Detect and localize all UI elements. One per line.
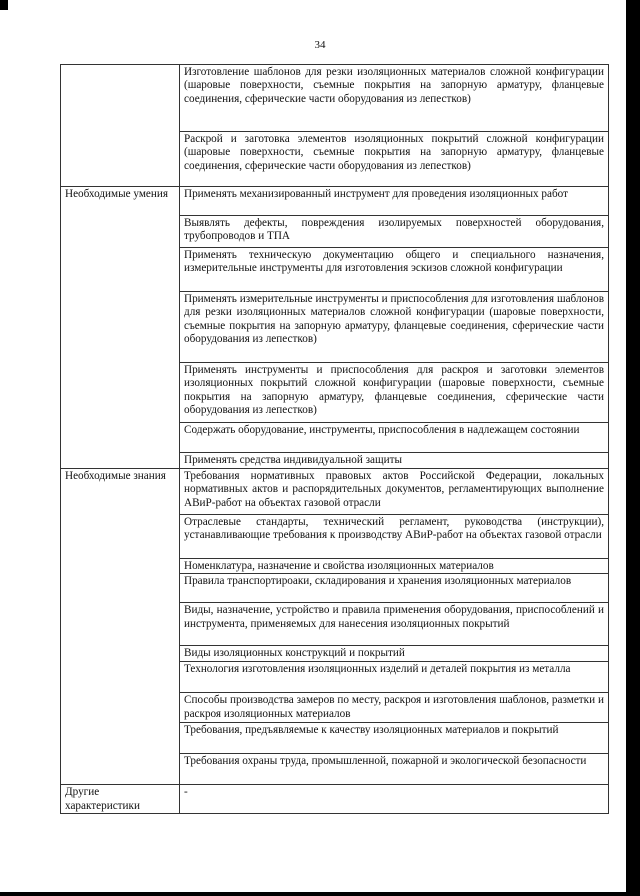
section-item: Виды, назначение, устройство и правила применения оборудования, приспособлений и инструмента, применяемых для нанесения изоляционных покрытий [180,603,609,646]
section-item: Выявлять дефекты, повреждения изолируемых поверхностей оборудования, трубопроводов и ТПА [180,216,609,248]
table-row [61,469,609,515]
section-item: Применять инструменты и приспособления для раскроя и заготовки элементов изоляционных покрытий сложной конфигурации (шаровые поверхности, съемные покрытия на запорную арматуру, фланцевые соединения, сферические части оборудования из лепестков) [180,363,609,423]
section-item: Применять средства индивидуальной защиты [180,453,609,469]
section-item: Содержать оборудование, инструменты, приспособления в надлежащем состоянии [180,423,609,453]
scan-corner-mark [0,0,8,10]
section-label-continuation [61,65,180,187]
table-row [61,187,609,216]
section-item: Требования охраны труда, промышленной, пожарной и экологической безопасности [180,754,609,785]
section-item: Способы производства замеров по месту, раскроя и изготовления шаблонов, разметки и раскроя изоляционных материалов [180,693,609,723]
section-item: Требования нормативных правовых актов Российской Федерации, локальных нормативных актов и распорядительных документов, регламентирующих выполнение АВиР-работ на объектах газовой отрасли [180,469,609,515]
section-item: - [180,785,609,814]
section-label-knowledge: Необходимые знания [61,469,180,785]
section-item: Технология изготовления изоляционных изделий и деталей покрытия из металла [180,662,609,693]
scan-right-border [626,0,640,896]
section-item: Правила транспортироаки, складирования и хранения изоляционных материалов [180,574,609,603]
section-item: Применять механизированный инструмент для проведения изоляционных работ [180,187,609,216]
labor-function-table [60,64,609,814]
table-row [61,785,609,814]
section-item: Виды изоляционных конструкций и покрытий [180,646,609,662]
table-row [61,65,609,132]
section-item: Изготовление шаблонов для резки изоляционных материалов сложной конфигурации (шаровые поверхности, съемные покрытия на запорную арматуру, фланцевые соединения, сферические части оборудования из лепестков) [180,65,609,132]
page-number: 34 [314,39,326,51]
section-item: Номенклатура, назначение и свойства изоляционных материалов [180,559,609,574]
section-item: Применять измерительные инструменты и приспособления для изготовления шаблонов для резки изоляционных материалов сложной конфигурации (шаровые поверхности, съемные покрытия на запорную арматуру, фланцевые соединения, сферические части оборудования из лепестков) [180,292,609,363]
table-body [61,65,609,814]
section-item: Отраслевые стандарты, технический регламент, руководства (инструкции), устанавливающие требования к производству АВиР-работ на объектах газовой отрасли [180,515,609,559]
scan-bottom-border [0,892,640,896]
section-item: Применять техническую документацию общего и специального назначения, измерительные инструменты для изготовления эскизов сложной конфигурации [180,248,609,292]
section-label-skills: Необходимые умения [61,187,180,469]
section-item: Требования, предъявляемые к качеству изоляционных материалов и покрытий [180,723,609,754]
section-item: Раскрой и заготовка элементов изоляционных покрытий сложной конфигурации (шаровые поверхности, съемные покрытия на запорную арматуру, фланцевые соединения, сферические части оборудования из лепестков) [180,132,609,187]
section-label-other: Другие характеристики [61,785,180,814]
